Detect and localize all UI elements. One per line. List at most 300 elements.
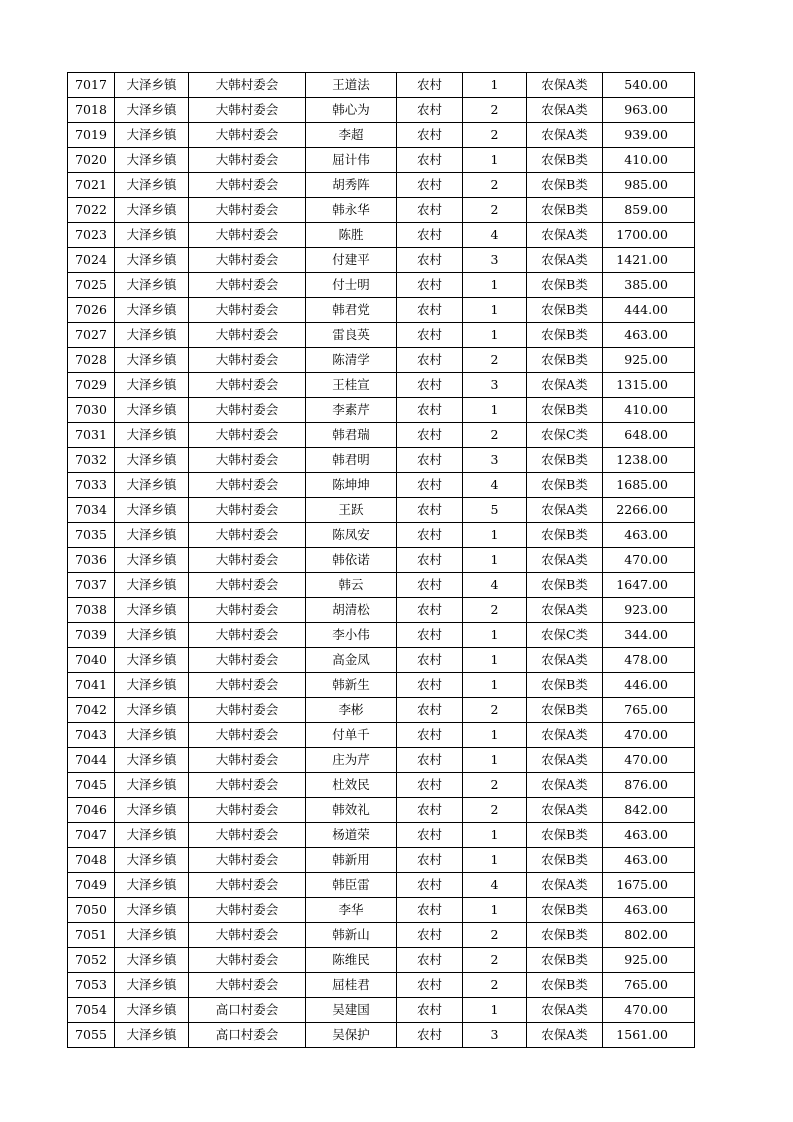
household-size-cell: 2 — [463, 198, 527, 223]
household-size-cell: 3 — [463, 373, 527, 398]
village-cell: 大韩村委会 — [189, 848, 306, 873]
area-type-cell: 农村 — [397, 348, 463, 373]
township-cell: 大泽乡镇 — [115, 823, 189, 848]
record-number-cell: 7052 — [68, 948, 115, 973]
name-cell: 韩臣雷 — [306, 873, 397, 898]
household-size-cell: 1 — [463, 398, 527, 423]
record-number-cell: 7040 — [68, 648, 115, 673]
area-type-cell: 农村 — [397, 848, 463, 873]
name-cell: 杜效民 — [306, 773, 397, 798]
category-cell: 农保A类 — [527, 873, 603, 898]
township-cell: 大泽乡镇 — [115, 373, 189, 398]
household-size-cell: 2 — [463, 98, 527, 123]
township-cell: 大泽乡镇 — [115, 923, 189, 948]
amount-cell: 478.00 — [603, 648, 695, 673]
table-row — [68, 648, 695, 673]
household-size-cell: 1 — [463, 723, 527, 748]
name-cell: 王跃 — [306, 498, 397, 523]
amount-cell: 2266.00 — [603, 498, 695, 523]
village-cell: 大韩村委会 — [189, 673, 306, 698]
township-cell: 大泽乡镇 — [115, 573, 189, 598]
record-number-cell: 7041 — [68, 673, 115, 698]
record-number-cell: 7043 — [68, 723, 115, 748]
household-size-cell: 5 — [463, 498, 527, 523]
township-cell: 大泽乡镇 — [115, 1023, 189, 1048]
township-cell: 大泽乡镇 — [115, 498, 189, 523]
record-number-cell: 7027 — [68, 323, 115, 348]
record-number-cell: 7017 — [68, 73, 115, 98]
name-cell: 付建平 — [306, 248, 397, 273]
village-cell: 大韩村委会 — [189, 423, 306, 448]
table-row — [68, 323, 695, 348]
name-cell: 陈胜 — [306, 223, 397, 248]
category-cell: 农保B类 — [527, 698, 603, 723]
township-cell: 大泽乡镇 — [115, 748, 189, 773]
household-size-cell: 1 — [463, 648, 527, 673]
table-row — [68, 948, 695, 973]
name-cell: 王桂宣 — [306, 373, 397, 398]
amount-cell: 1238.00 — [603, 448, 695, 473]
area-type-cell: 农村 — [397, 223, 463, 248]
township-cell: 大泽乡镇 — [115, 773, 189, 798]
record-number-cell: 7044 — [68, 748, 115, 773]
amount-cell: 470.00 — [603, 548, 695, 573]
amount-cell: 1561.00 — [603, 1023, 695, 1048]
amount-cell: 925.00 — [603, 348, 695, 373]
category-cell: 农保A类 — [527, 1023, 603, 1048]
village-cell: 大韩村委会 — [189, 123, 306, 148]
amount-cell: 876.00 — [603, 773, 695, 798]
category-cell: 农保A类 — [527, 73, 603, 98]
name-cell: 韩君明 — [306, 448, 397, 473]
table-row — [68, 498, 695, 523]
name-cell: 李彬 — [306, 698, 397, 723]
category-cell: 农保A类 — [527, 748, 603, 773]
area-type-cell: 农村 — [397, 448, 463, 473]
name-cell: 韩依诺 — [306, 548, 397, 573]
name-cell: 屈计伟 — [306, 148, 397, 173]
amount-cell: 765.00 — [603, 973, 695, 998]
area-type-cell: 农村 — [397, 673, 463, 698]
area-type-cell: 农村 — [397, 498, 463, 523]
household-size-cell: 1 — [463, 523, 527, 548]
area-type-cell: 农村 — [397, 1023, 463, 1048]
record-number-cell: 7025 — [68, 273, 115, 298]
record-number-cell: 7018 — [68, 98, 115, 123]
township-cell: 大泽乡镇 — [115, 598, 189, 623]
name-cell: 付士明 — [306, 273, 397, 298]
category-cell: 农保B类 — [527, 898, 603, 923]
table-row — [68, 923, 695, 948]
village-cell: 大韩村委会 — [189, 873, 306, 898]
household-size-cell: 2 — [463, 973, 527, 998]
category-cell: 农保B类 — [527, 473, 603, 498]
name-cell: 吴建国 — [306, 998, 397, 1023]
table-row — [68, 898, 695, 923]
amount-cell: 385.00 — [603, 273, 695, 298]
household-size-cell: 1 — [463, 848, 527, 873]
area-type-cell: 农村 — [397, 548, 463, 573]
record-number-cell: 7046 — [68, 798, 115, 823]
amount-cell: 1315.00 — [603, 373, 695, 398]
name-cell: 高金凤 — [306, 648, 397, 673]
table-row — [68, 873, 695, 898]
village-cell: 大韩村委会 — [189, 498, 306, 523]
area-type-cell: 农村 — [397, 248, 463, 273]
amount-cell: 463.00 — [603, 823, 695, 848]
category-cell: 农保B类 — [527, 448, 603, 473]
village-cell: 大韩村委会 — [189, 623, 306, 648]
record-number-cell: 7028 — [68, 348, 115, 373]
household-size-cell: 4 — [463, 573, 527, 598]
category-cell: 农保B类 — [527, 398, 603, 423]
table-body — [68, 73, 695, 1048]
record-number-cell: 7024 — [68, 248, 115, 273]
record-number-cell: 7042 — [68, 698, 115, 723]
household-size-cell: 1 — [463, 548, 527, 573]
category-cell: 农保A类 — [527, 123, 603, 148]
amount-cell: 1647.00 — [603, 573, 695, 598]
category-cell: 农保B类 — [527, 323, 603, 348]
table-row — [68, 373, 695, 398]
household-size-cell: 2 — [463, 423, 527, 448]
village-cell: 大韩村委会 — [189, 923, 306, 948]
township-cell: 大泽乡镇 — [115, 848, 189, 873]
record-number-cell: 7051 — [68, 923, 115, 948]
village-cell: 大韩村委会 — [189, 748, 306, 773]
record-number-cell: 7032 — [68, 448, 115, 473]
household-size-cell: 4 — [463, 873, 527, 898]
category-cell: 农保A类 — [527, 498, 603, 523]
table-row — [68, 348, 695, 373]
amount-cell: 985.00 — [603, 173, 695, 198]
household-size-cell: 1 — [463, 73, 527, 98]
amount-cell: 925.00 — [603, 948, 695, 973]
name-cell: 韩新山 — [306, 923, 397, 948]
household-size-cell: 1 — [463, 323, 527, 348]
area-type-cell: 农村 — [397, 973, 463, 998]
amount-cell: 470.00 — [603, 998, 695, 1023]
village-cell: 大韩村委会 — [189, 98, 306, 123]
village-cell: 大韩村委会 — [189, 573, 306, 598]
township-cell: 大泽乡镇 — [115, 698, 189, 723]
amount-cell: 463.00 — [603, 898, 695, 923]
township-cell: 大泽乡镇 — [115, 323, 189, 348]
category-cell: 农保A类 — [527, 598, 603, 623]
record-number-cell: 7030 — [68, 398, 115, 423]
name-cell: 庄为芹 — [306, 748, 397, 773]
area-type-cell: 农村 — [397, 923, 463, 948]
area-type-cell: 农村 — [397, 73, 463, 98]
area-type-cell: 农村 — [397, 573, 463, 598]
area-type-cell: 农村 — [397, 748, 463, 773]
record-number-cell: 7029 — [68, 373, 115, 398]
table-row — [68, 248, 695, 273]
area-type-cell: 农村 — [397, 998, 463, 1023]
village-cell: 大韩村委会 — [189, 898, 306, 923]
township-cell: 大泽乡镇 — [115, 448, 189, 473]
area-type-cell: 农村 — [397, 423, 463, 448]
village-cell: 大韩村委会 — [189, 298, 306, 323]
record-number-cell: 7021 — [68, 173, 115, 198]
table-row — [68, 223, 695, 248]
village-cell: 大韩村委会 — [189, 223, 306, 248]
township-cell: 大泽乡镇 — [115, 523, 189, 548]
category-cell: 农保B类 — [527, 298, 603, 323]
record-number-cell: 7055 — [68, 1023, 115, 1048]
area-type-cell: 农村 — [397, 623, 463, 648]
category-cell: 农保B类 — [527, 923, 603, 948]
name-cell: 李素芹 — [306, 398, 397, 423]
amount-cell: 963.00 — [603, 98, 695, 123]
area-type-cell: 农村 — [397, 323, 463, 348]
village-cell: 大韩村委会 — [189, 648, 306, 673]
amount-cell: 1675.00 — [603, 873, 695, 898]
township-cell: 大泽乡镇 — [115, 198, 189, 223]
name-cell: 胡秀阵 — [306, 173, 397, 198]
table-row — [68, 98, 695, 123]
category-cell: 农保B类 — [527, 573, 603, 598]
amount-cell: 410.00 — [603, 398, 695, 423]
record-number-cell: 7047 — [68, 823, 115, 848]
name-cell: 陈清学 — [306, 348, 397, 373]
area-type-cell: 农村 — [397, 173, 463, 198]
category-cell: 农保B类 — [527, 848, 603, 873]
township-cell: 大泽乡镇 — [115, 423, 189, 448]
table-row — [68, 1023, 695, 1048]
category-cell: 农保A类 — [527, 773, 603, 798]
table-row — [68, 123, 695, 148]
name-cell: 杨道荣 — [306, 823, 397, 848]
township-cell: 大泽乡镇 — [115, 873, 189, 898]
amount-cell: 939.00 — [603, 123, 695, 148]
household-size-cell: 1 — [463, 148, 527, 173]
village-cell: 大韩村委会 — [189, 73, 306, 98]
category-cell: 农保B类 — [527, 523, 603, 548]
village-cell: 大韩村委会 — [189, 348, 306, 373]
area-type-cell: 农村 — [397, 698, 463, 723]
area-type-cell: 农村 — [397, 398, 463, 423]
name-cell: 王道法 — [306, 73, 397, 98]
record-number-cell: 7049 — [68, 873, 115, 898]
category-cell: 农保B类 — [527, 948, 603, 973]
area-type-cell: 农村 — [397, 898, 463, 923]
village-cell: 大韩村委会 — [189, 548, 306, 573]
township-cell: 大泽乡镇 — [115, 73, 189, 98]
record-number-cell: 7054 — [68, 998, 115, 1023]
amount-cell: 463.00 — [603, 523, 695, 548]
amount-cell: 1685.00 — [603, 473, 695, 498]
household-size-cell: 4 — [463, 223, 527, 248]
area-type-cell: 农村 — [397, 598, 463, 623]
name-cell: 韩心为 — [306, 98, 397, 123]
village-cell: 大韩村委会 — [189, 473, 306, 498]
table-row — [68, 148, 695, 173]
township-cell: 大泽乡镇 — [115, 948, 189, 973]
table-row — [68, 448, 695, 473]
area-type-cell: 农村 — [397, 873, 463, 898]
household-size-cell: 1 — [463, 823, 527, 848]
table-row — [68, 173, 695, 198]
township-cell: 大泽乡镇 — [115, 148, 189, 173]
household-size-cell: 1 — [463, 298, 527, 323]
amount-cell: 1700.00 — [603, 223, 695, 248]
township-cell: 大泽乡镇 — [115, 898, 189, 923]
name-cell: 陈凤安 — [306, 523, 397, 548]
table-row — [68, 298, 695, 323]
category-cell: 农保A类 — [527, 798, 603, 823]
name-cell: 雷良英 — [306, 323, 397, 348]
village-cell: 大韩村委会 — [189, 448, 306, 473]
record-number-cell: 7045 — [68, 773, 115, 798]
name-cell: 李超 — [306, 123, 397, 148]
amount-cell: 410.00 — [603, 148, 695, 173]
name-cell: 吴保护 — [306, 1023, 397, 1048]
category-cell: 农保A类 — [527, 548, 603, 573]
township-cell: 大泽乡镇 — [115, 798, 189, 823]
township-cell: 大泽乡镇 — [115, 398, 189, 423]
record-number-cell: 7048 — [68, 848, 115, 873]
category-cell: 农保A类 — [527, 648, 603, 673]
table-row — [68, 423, 695, 448]
area-type-cell: 农村 — [397, 373, 463, 398]
township-cell: 大泽乡镇 — [115, 248, 189, 273]
name-cell: 陈维民 — [306, 948, 397, 973]
record-number-cell: 7037 — [68, 573, 115, 598]
area-type-cell: 农村 — [397, 198, 463, 223]
village-cell: 大韩村委会 — [189, 698, 306, 723]
table-row — [68, 748, 695, 773]
table-row — [68, 673, 695, 698]
record-number-cell: 7034 — [68, 498, 115, 523]
household-size-cell: 3 — [463, 448, 527, 473]
category-cell: 农保B类 — [527, 673, 603, 698]
household-size-cell: 1 — [463, 623, 527, 648]
record-number-cell: 7026 — [68, 298, 115, 323]
area-type-cell: 农村 — [397, 798, 463, 823]
area-type-cell: 农村 — [397, 148, 463, 173]
category-cell: 农保B类 — [527, 823, 603, 848]
table-row — [68, 398, 695, 423]
household-size-cell: 1 — [463, 998, 527, 1023]
township-cell: 大泽乡镇 — [115, 173, 189, 198]
table-row — [68, 473, 695, 498]
township-cell: 大泽乡镇 — [115, 123, 189, 148]
village-cell: 大韩村委会 — [189, 173, 306, 198]
village-cell: 大韩村委会 — [189, 973, 306, 998]
record-number-cell: 7036 — [68, 548, 115, 573]
record-number-cell: 7023 — [68, 223, 115, 248]
area-type-cell: 农村 — [397, 823, 463, 848]
amount-cell: 923.00 — [603, 598, 695, 623]
township-cell: 大泽乡镇 — [115, 648, 189, 673]
household-size-cell: 3 — [463, 248, 527, 273]
village-cell: 大韩村委会 — [189, 598, 306, 623]
township-cell: 大泽乡镇 — [115, 298, 189, 323]
table-row — [68, 73, 695, 98]
name-cell: 韩效礼 — [306, 798, 397, 823]
area-type-cell: 农村 — [397, 98, 463, 123]
amount-cell: 463.00 — [603, 323, 695, 348]
amount-cell: 1421.00 — [603, 248, 695, 273]
amount-cell: 470.00 — [603, 723, 695, 748]
amount-cell: 444.00 — [603, 298, 695, 323]
category-cell: 农保C类 — [527, 623, 603, 648]
village-cell: 大韩村委会 — [189, 273, 306, 298]
amount-cell: 446.00 — [603, 673, 695, 698]
township-cell: 大泽乡镇 — [115, 623, 189, 648]
household-size-cell: 2 — [463, 923, 527, 948]
table-row — [68, 798, 695, 823]
village-cell: 大韩村委会 — [189, 773, 306, 798]
record-number-cell: 7031 — [68, 423, 115, 448]
household-size-cell: 2 — [463, 173, 527, 198]
category-cell: 农保B类 — [527, 198, 603, 223]
record-number-cell: 7050 — [68, 898, 115, 923]
table-row — [68, 973, 695, 998]
amount-cell: 463.00 — [603, 848, 695, 873]
table-row — [68, 548, 695, 573]
township-cell: 大泽乡镇 — [115, 548, 189, 573]
relief-table — [67, 72, 695, 1048]
area-type-cell: 农村 — [397, 473, 463, 498]
category-cell: 农保B类 — [527, 148, 603, 173]
village-cell: 高口村委会 — [189, 1023, 306, 1048]
household-size-cell: 2 — [463, 123, 527, 148]
category-cell: 农保A类 — [527, 998, 603, 1023]
household-size-cell: 2 — [463, 348, 527, 373]
table-row — [68, 998, 695, 1023]
name-cell: 韩永华 — [306, 198, 397, 223]
table-row — [68, 273, 695, 298]
amount-cell: 802.00 — [603, 923, 695, 948]
village-cell: 大韩村委会 — [189, 948, 306, 973]
table-row — [68, 623, 695, 648]
village-cell: 大韩村委会 — [189, 148, 306, 173]
category-cell: 农保A类 — [527, 723, 603, 748]
amount-cell: 540.00 — [603, 73, 695, 98]
name-cell: 胡清松 — [306, 598, 397, 623]
table-row — [68, 698, 695, 723]
amount-cell: 648.00 — [603, 423, 695, 448]
amount-cell: 765.00 — [603, 698, 695, 723]
record-number-cell: 7022 — [68, 198, 115, 223]
category-cell: 农保A类 — [527, 223, 603, 248]
amount-cell: 842.00 — [603, 798, 695, 823]
area-type-cell: 农村 — [397, 773, 463, 798]
area-type-cell: 农村 — [397, 948, 463, 973]
village-cell: 大韩村委会 — [189, 798, 306, 823]
table-row — [68, 723, 695, 748]
table-row — [68, 198, 695, 223]
record-number-cell: 7019 — [68, 123, 115, 148]
category-cell: 农保B类 — [527, 273, 603, 298]
table-row — [68, 523, 695, 548]
village-cell: 大韩村委会 — [189, 373, 306, 398]
township-cell: 大泽乡镇 — [115, 273, 189, 298]
amount-cell: 859.00 — [603, 198, 695, 223]
table-row — [68, 573, 695, 598]
table-row — [68, 773, 695, 798]
household-size-cell: 2 — [463, 598, 527, 623]
amount-cell: 470.00 — [603, 748, 695, 773]
area-type-cell: 农村 — [397, 648, 463, 673]
township-cell: 大泽乡镇 — [115, 673, 189, 698]
category-cell: 农保A类 — [527, 373, 603, 398]
area-type-cell: 农村 — [397, 723, 463, 748]
village-cell: 大韩村委会 — [189, 323, 306, 348]
village-cell: 高口村委会 — [189, 998, 306, 1023]
